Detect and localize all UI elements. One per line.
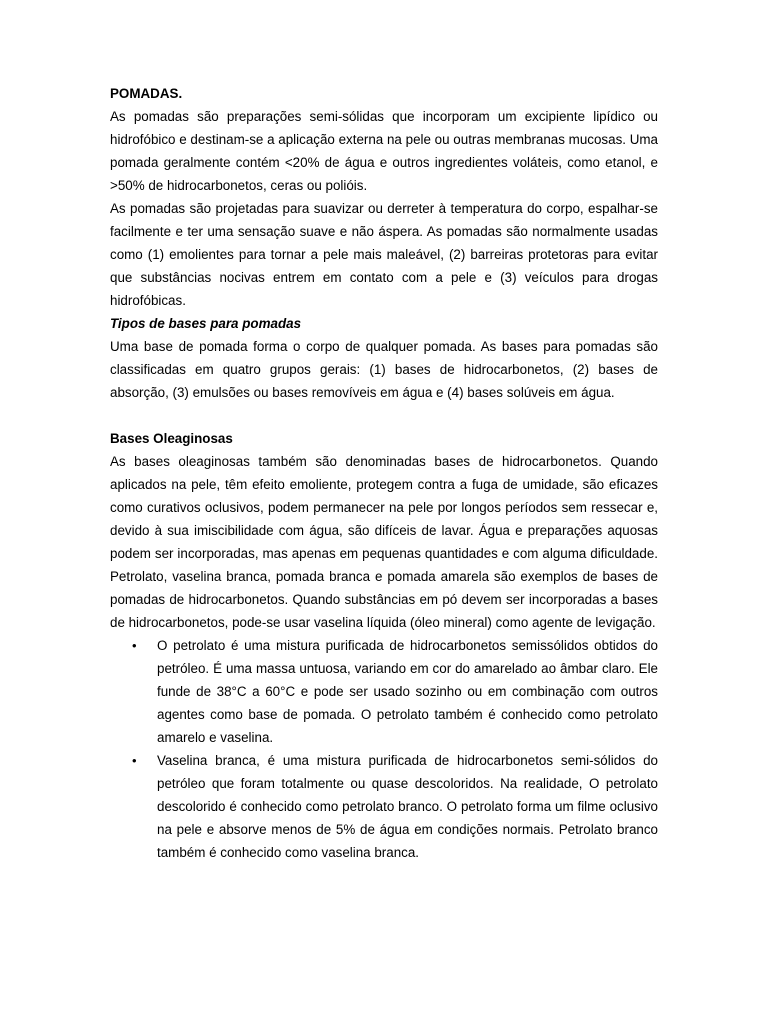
- list-item: [110, 634, 658, 749]
- bullet-text: Vaselina branca, é uma mistura purificada de hidrocarbonetos semi-sólidos do petróleo que foram totalmente ou quase descoloridos. Na realidade, O petrolato descolorido é conhecido como petrolato branco. O petrolato forma um filme oclusivo na pele e absorve menos de 5% de água em condições normais. Petrolato branco também é conhecido como vaselina branca.: [157, 753, 658, 860]
- section-paragraph-oleaginous: As bases oleaginosas também são denominadas bases de hidrocarbonetos. Quando aplicados na pele, têm efeito emoliente, protegem contra a fuga de umidade, são eficazes como curativos oclusivos, podem permanecer na pele por longos períodos sem ressecar e, devido à sua imiscibilidade com água, são difíceis de lavar. Água e preparações aquosas podem ser incorporadas, mas apenas em pequenas quantidades e com alguma dificuldade. Petrolato, vaselina branca, pomada branca e pomada amarela são exemplos de bases de pomadas de hidrocarbonetos. Quando substâncias em pó devem ser incorporadas a bases de hidrocarbonetos, pode-se usar vaselina líquida (óleo mineral) como agente de levigação.: [110, 454, 658, 630]
- bullet-icon: •: [132, 753, 137, 768]
- intro-paragraph-1: As pomadas são preparações semi-sólidas que incorporam um excipiente lipídico ou hidrofóbico e destinam-se a aplicação externa na pele ou outras membranas mucosas. Uma pomada geralmente contém <20% de água e outros ingredientes voláteis, como etanol, e >50% de hidrocarbonetos, ceras ou polióis.: [110, 109, 658, 193]
- intro-paragraph-2: As pomadas são projetadas para suavizar ou derreter à temperatura do corpo, espalhar-se facilmente e ter uma sensação suave e não áspera. As pomadas são normalmente usadas como (1) emolientes para tornar a pele mais maleável, (2) barreiras protetoras para evitar que substâncias nocivas entrem em contato com a pele e (3) veículos para drogas hidrofóbicas.: [110, 201, 658, 308]
- document-body: [110, 82, 658, 864]
- section-heading-oleaginous: Bases Oleaginosas: [110, 431, 233, 446]
- section-paragraph-types: Uma base de pomada forma o corpo de qualquer pomada. As bases para pomadas são classificadas em quatro grupos gerais: (1) bases de hidrocarbonetos, (2) bases de absorção, (3) emulsões ou bases removíveis em água e (4) bases solúveis em água.: [110, 339, 658, 400]
- list-item: [110, 749, 658, 864]
- bullet-icon: •: [132, 638, 137, 653]
- bullet-list: [110, 634, 658, 864]
- document-title: POMADAS.: [110, 86, 183, 101]
- bullet-text: O petrolato é uma mistura purificada de hidrocarbonetos semissólidos obtidos do petróleo. É uma massa untuosa, variando em cor do amarelado ao âmbar claro. Ele funde de 38°C a 60°C e pode ser usado sozinho ou em combinação com outros agentes como base de pomada. O petrolato também é conhecido como petrolato amarelo e vaselina.: [157, 638, 658, 745]
- section-heading-types: Tipos de bases para pomadas: [110, 316, 302, 331]
- spacer: [110, 404, 658, 427]
